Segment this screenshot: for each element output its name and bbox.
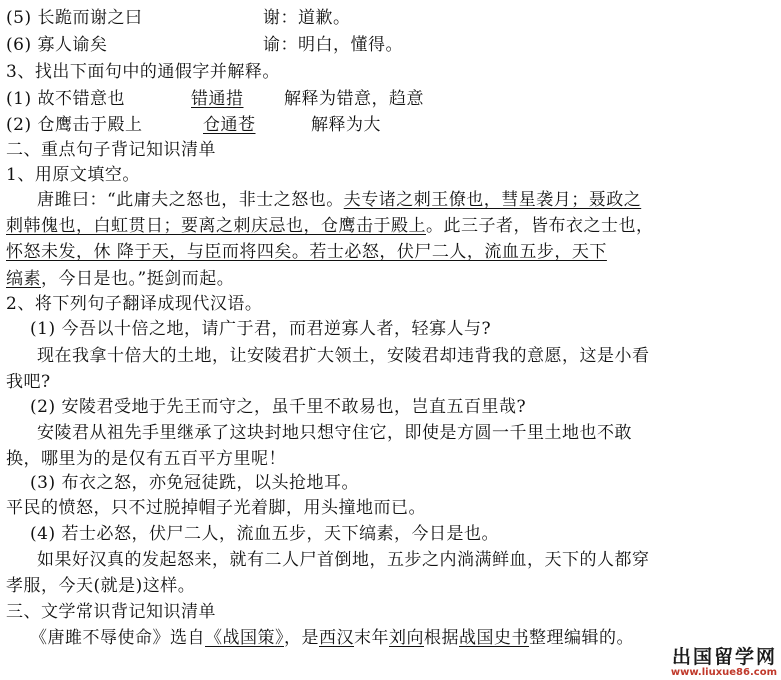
- passage-line-3: 怀怒未发，休 降于天，与臣而将四矣。若士必怒，伏尸二人，流血五步，天下: [6, 242, 607, 262]
- watermark-logo: [671, 648, 777, 678]
- watermark-title: 出国留学网: [671, 646, 777, 668]
- section-heading-3: 3、找出下面句中的通假字并解释。: [6, 62, 280, 82]
- sentence-4: (4) 若士必怒，伏尸二人，流血五步，天下缟素，今日是也。: [30, 524, 499, 544]
- translate-heading: 2、将下列句子翻译成现代汉语。: [6, 294, 263, 314]
- fill-blank-heading: 1、用原文填空。: [6, 165, 140, 185]
- translation-1-line-2: 我吧?: [6, 372, 51, 392]
- translation-4-line-2: 孝服，今天(就是)这样。: [6, 576, 196, 596]
- passage-line-4: 缟素，今日是也。”挺剑而起。: [6, 269, 235, 289]
- sentence-3: (3) 布衣之怒，亦免冠徒跣，以头抢地耳。: [30, 473, 359, 493]
- vocab-line-5: (5) 长跪而谢之曰 谢：道歉。: [6, 8, 351, 28]
- tongjia-line-2: (2) 仓鹰击于殿上 仓通苍 解释为大: [6, 115, 381, 135]
- translation-2-line-2: 换，哪里为的是仅有五百平方里呢！: [6, 449, 286, 469]
- translation-3: 平民的愤怒，只不过脱掉帽子光着脚，用头撞地而已。: [6, 498, 426, 518]
- literature-line: 《唐雎不辱使命》选自《战国策》，是西汉末年刘向根据战国史书整理编辑的。: [30, 628, 634, 648]
- translation-2-line-1: 安陵君从祖先手里继承了这块封地只想守住它，即使是方圆一千里土地也不敢: [37, 423, 632, 443]
- translation-4-line-1: 如果好汉真的发起怒来，就有二人尸首倒地，五步之内淌满鲜血，天下的人都穿: [37, 550, 650, 570]
- sentence-2: (2) 安陵君受地于先王而守之，虽千里不敢易也，岂直五百里哉?: [30, 397, 527, 417]
- tongjia-line-1: (1) 故不错意也 错通措 解释为错意，趋意: [6, 89, 424, 109]
- section-heading-literature: 三、文学常识背记知识清单: [6, 602, 216, 622]
- section-heading-2: 二、重点句子背记知识清单: [6, 140, 216, 160]
- vocab-line-6: (6) 寡人谕矣 谕：明白，懂得。: [6, 35, 403, 55]
- watermark-url: www.liuxue86.com: [670, 667, 777, 678]
- passage-line-1: 唐雎曰：“此庸夫之怒也，非士之怒也。夫专诸之刺王僚也，彗星袭月；聂政之: [37, 190, 642, 210]
- translation-1-line-1: 现在我拿十倍大的土地，让安陵君扩大领土，安陵君却违背我的意愿，这是小看: [37, 346, 650, 366]
- sentence-1: (1) 今吾以十倍之地，请广于君，而君逆寡人者，轻寡人与?: [30, 319, 492, 339]
- passage-line-2: 刺韩傀也，白虹贯日；要离之刺庆忌也，仓鹰击于殿上。此三子者，皆布衣之士也，: [6, 216, 654, 236]
